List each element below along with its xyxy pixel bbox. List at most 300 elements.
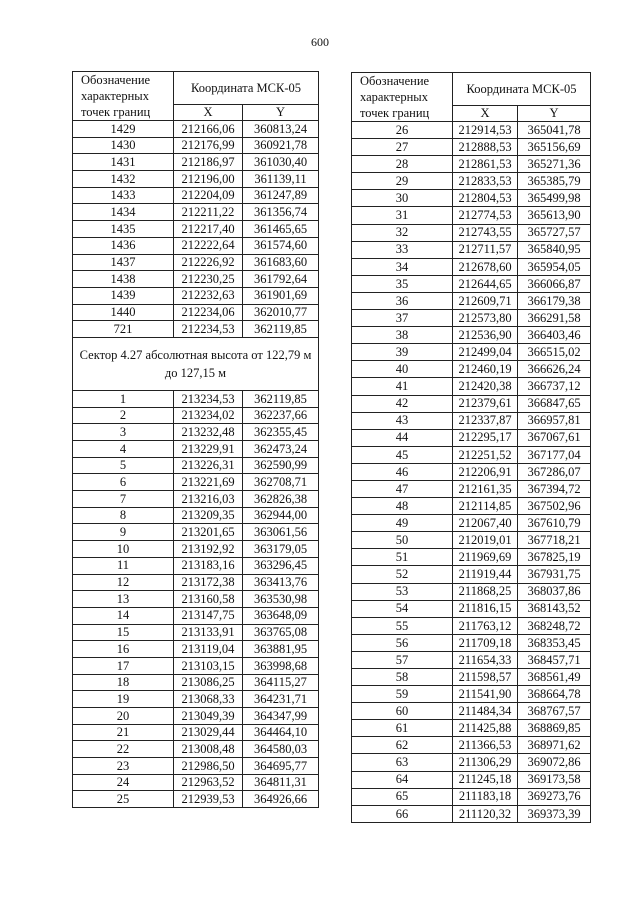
table-body-left-top <box>73 121 319 338</box>
table-row <box>352 292 591 309</box>
point-id-cell: 12 <box>73 574 174 591</box>
y-cell: 367931,75 <box>518 566 591 583</box>
x-cell: 212114,85 <box>453 498 518 515</box>
x-cell: 211245,18 <box>453 771 518 788</box>
point-id-cell: 62 <box>352 737 453 754</box>
table-row <box>73 390 319 407</box>
table-row <box>352 669 591 686</box>
point-id-cell: 4 <box>73 441 174 458</box>
y-cell: 365156,69 <box>518 139 591 156</box>
y-cell: 363881,95 <box>243 641 319 658</box>
y-cell: 367502,96 <box>518 498 591 515</box>
point-id-cell: 45 <box>352 446 453 463</box>
point-id-cell: 43 <box>352 412 453 429</box>
table-row <box>352 788 591 805</box>
y-cell: 366737,12 <box>518 378 591 395</box>
header-x: X <box>453 106 518 122</box>
y-cell: 367825,19 <box>518 549 591 566</box>
y-cell: 362826,38 <box>243 491 319 508</box>
y-cell: 362473,24 <box>243 441 319 458</box>
point-id-cell: 3 <box>73 424 174 441</box>
y-cell: 366291,58 <box>518 310 591 327</box>
table-row <box>352 344 591 361</box>
point-id-cell: 53 <box>352 583 453 600</box>
table-row <box>73 691 319 708</box>
y-cell: 360921,78 <box>243 137 319 154</box>
y-cell: 366403,46 <box>518 327 591 344</box>
point-id-cell: 20 <box>73 708 174 725</box>
x-cell: 212743,55 <box>453 224 518 241</box>
point-id-cell: 11 <box>73 557 174 574</box>
table-row <box>73 237 319 254</box>
point-id-cell: 19 <box>73 691 174 708</box>
x-cell: 212573,80 <box>453 310 518 327</box>
point-id-cell: 1439 <box>73 287 174 304</box>
point-id-cell: 34 <box>352 258 453 275</box>
point-id-cell: 37 <box>352 310 453 327</box>
y-cell: 362119,85 <box>243 390 319 407</box>
x-cell: 213008,48 <box>174 741 243 758</box>
table-row <box>352 720 591 737</box>
x-cell: 212420,38 <box>453 378 518 395</box>
table-row <box>352 207 591 224</box>
x-cell: 211868,25 <box>453 583 518 600</box>
x-cell: 212251,52 <box>453 446 518 463</box>
point-id-cell: 58 <box>352 669 453 686</box>
y-cell: 361465,65 <box>243 221 319 238</box>
table-row <box>73 321 319 338</box>
table-row <box>352 463 591 480</box>
table-row <box>352 310 591 327</box>
y-cell: 361030,40 <box>243 154 319 171</box>
point-id-cell: 44 <box>352 429 453 446</box>
table-row <box>352 515 591 532</box>
table-row <box>73 524 319 541</box>
table-row <box>73 541 319 558</box>
x-cell: 212804,53 <box>453 190 518 207</box>
table-row <box>73 657 319 674</box>
x-cell: 212226,92 <box>174 254 243 271</box>
point-id-cell: 13 <box>73 591 174 608</box>
point-id-cell: 21 <box>73 724 174 741</box>
point-id-cell: 10 <box>73 541 174 558</box>
table-row <box>73 271 319 288</box>
y-cell: 363998,68 <box>243 657 319 674</box>
point-id-cell: 33 <box>352 241 453 258</box>
y-cell: 364580,03 <box>243 741 319 758</box>
table-row <box>73 221 319 238</box>
table-row <box>73 424 319 441</box>
x-cell: 212234,53 <box>174 321 243 338</box>
x-cell: 213216,03 <box>174 491 243 508</box>
y-cell: 368767,57 <box>518 703 591 720</box>
point-id-cell: 29 <box>352 173 453 190</box>
x-cell: 211598,57 <box>453 669 518 686</box>
y-cell: 368869,85 <box>518 720 591 737</box>
point-id-cell: 30 <box>352 190 453 207</box>
point-id-cell: 50 <box>352 532 453 549</box>
y-cell: 361247,89 <box>243 187 319 204</box>
y-cell: 361901,69 <box>243 287 319 304</box>
table-row <box>352 258 591 275</box>
table-row <box>73 441 319 458</box>
x-cell: 212678,60 <box>453 258 518 275</box>
x-cell: 213229,91 <box>174 441 243 458</box>
point-id-cell: 32 <box>352 224 453 241</box>
y-cell: 363179,05 <box>243 541 319 558</box>
y-cell: 361683,60 <box>243 254 319 271</box>
point-id-cell: 36 <box>352 292 453 309</box>
point-id-cell: 52 <box>352 566 453 583</box>
x-cell: 212644,65 <box>453 275 518 292</box>
x-cell: 213221,69 <box>174 474 243 491</box>
table-row <box>73 204 319 221</box>
y-cell: 361139,11 <box>243 171 319 188</box>
y-cell: 368248,72 <box>518 617 591 634</box>
y-cell: 368561,49 <box>518 669 591 686</box>
table-row <box>73 741 319 758</box>
y-cell: 364926,66 <box>243 791 319 808</box>
point-id-cell: 6 <box>73 474 174 491</box>
point-id-cell: 64 <box>352 771 453 788</box>
x-cell: 212295,17 <box>453 429 518 446</box>
table-row <box>352 241 591 258</box>
header-x: X <box>174 105 243 121</box>
x-cell: 212217,40 <box>174 221 243 238</box>
x-cell: 212176,99 <box>174 137 243 154</box>
table-row <box>352 771 591 788</box>
y-cell: 368143,52 <box>518 600 591 617</box>
point-id-cell: 60 <box>352 703 453 720</box>
point-id-cell: 40 <box>352 361 453 378</box>
y-cell: 367394,72 <box>518 480 591 497</box>
point-id-cell: 63 <box>352 754 453 771</box>
header-point-designation: Обозначение характерных точек границ <box>352 73 453 122</box>
x-cell: 211366,53 <box>453 737 518 754</box>
coordinates-table-right <box>351 72 591 823</box>
y-cell: 365385,79 <box>518 173 591 190</box>
table-row <box>73 187 319 204</box>
x-cell: 212337,87 <box>453 412 518 429</box>
x-cell: 211654,33 <box>453 651 518 668</box>
y-cell: 368353,45 <box>518 634 591 651</box>
x-cell: 211306,29 <box>453 754 518 771</box>
x-cell: 213133,91 <box>174 624 243 641</box>
x-cell: 212166,06 <box>174 121 243 138</box>
x-cell: 212161,35 <box>453 480 518 497</box>
x-cell: 212234,06 <box>174 304 243 321</box>
x-cell: 211120,32 <box>453 805 518 822</box>
page-number: 600 <box>311 35 329 49</box>
point-id-cell: 55 <box>352 617 453 634</box>
x-cell: 211541,90 <box>453 686 518 703</box>
point-id-cell: 59 <box>352 686 453 703</box>
y-cell: 369072,86 <box>518 754 591 771</box>
y-cell: 360813,24 <box>243 121 319 138</box>
header-coordinate: Координата МСК-05 <box>174 72 319 105</box>
x-cell: 212774,53 <box>453 207 518 224</box>
x-cell: 212914,53 <box>453 122 518 139</box>
y-cell: 365954,05 <box>518 258 591 275</box>
x-cell: 213234,53 <box>174 390 243 407</box>
x-cell: 213160,58 <box>174 591 243 608</box>
point-id-cell: 39 <box>352 344 453 361</box>
table-row <box>352 122 591 139</box>
point-id-cell: 8 <box>73 507 174 524</box>
x-cell: 212833,53 <box>453 173 518 190</box>
y-cell: 365613,90 <box>518 207 591 224</box>
table-row <box>352 361 591 378</box>
y-cell: 364464,10 <box>243 724 319 741</box>
point-id-cell: 22 <box>73 741 174 758</box>
table-row <box>73 407 319 424</box>
y-cell: 364231,71 <box>243 691 319 708</box>
point-id-cell: 47 <box>352 480 453 497</box>
y-cell: 363530,98 <box>243 591 319 608</box>
point-id-cell: 42 <box>352 395 453 412</box>
point-id-cell: 1429 <box>73 121 174 138</box>
table-row <box>352 224 591 241</box>
point-id-cell: 38 <box>352 327 453 344</box>
y-cell: 363765,08 <box>243 624 319 641</box>
table-row <box>352 429 591 446</box>
y-cell: 368037,86 <box>518 583 591 600</box>
table-row <box>73 137 319 154</box>
y-cell: 366066,87 <box>518 275 591 292</box>
y-cell: 364811,31 <box>243 774 319 791</box>
x-cell: 213119,04 <box>174 641 243 658</box>
x-cell: 211763,12 <box>453 617 518 634</box>
x-cell: 211709,18 <box>453 634 518 651</box>
table-row <box>352 583 591 600</box>
y-cell: 364347,99 <box>243 708 319 725</box>
point-id-cell: 15 <box>73 624 174 641</box>
x-cell: 213226,31 <box>174 457 243 474</box>
x-cell: 212711,57 <box>453 241 518 258</box>
point-id-cell: 24 <box>73 774 174 791</box>
x-cell: 211484,34 <box>453 703 518 720</box>
y-cell: 362119,85 <box>243 321 319 338</box>
point-id-cell: 1431 <box>73 154 174 171</box>
point-id-cell: 51 <box>352 549 453 566</box>
y-cell: 367286,07 <box>518 463 591 480</box>
x-cell: 213192,92 <box>174 541 243 558</box>
table-row <box>352 737 591 754</box>
point-id-cell: 1437 <box>73 254 174 271</box>
table-row <box>352 395 591 412</box>
table-row <box>73 624 319 641</box>
y-cell: 366957,81 <box>518 412 591 429</box>
table-row <box>352 651 591 668</box>
point-id-cell: 28 <box>352 156 453 173</box>
coordinates-table-left <box>72 71 319 808</box>
point-id-cell: 1436 <box>73 237 174 254</box>
point-id-cell: 17 <box>73 657 174 674</box>
table-row <box>352 327 591 344</box>
table-row <box>352 378 591 395</box>
x-cell: 213201,65 <box>174 524 243 541</box>
x-cell: 212536,90 <box>453 327 518 344</box>
point-id-cell: 65 <box>352 788 453 805</box>
point-id-cell: 1434 <box>73 204 174 221</box>
x-cell: 212609,71 <box>453 292 518 309</box>
x-cell: 213183,16 <box>174 557 243 574</box>
point-id-cell: 1433 <box>73 187 174 204</box>
y-cell: 367610,79 <box>518 515 591 532</box>
table-row <box>73 641 319 658</box>
table-body-right <box>352 122 591 823</box>
y-cell: 361356,74 <box>243 204 319 221</box>
point-id-cell: 35 <box>352 275 453 292</box>
point-id-cell: 1435 <box>73 221 174 238</box>
point-id-cell: 41 <box>352 378 453 395</box>
y-cell: 361792,64 <box>243 271 319 288</box>
point-id-cell: 23 <box>73 758 174 775</box>
table-row <box>352 532 591 549</box>
y-cell: 367177,04 <box>518 446 591 463</box>
table-row <box>352 412 591 429</box>
point-id-cell: 1 <box>73 390 174 407</box>
x-cell: 212206,91 <box>453 463 518 480</box>
table-row <box>352 275 591 292</box>
y-cell: 367718,21 <box>518 532 591 549</box>
y-cell: 365727,57 <box>518 224 591 241</box>
x-cell: 211183,18 <box>453 788 518 805</box>
y-cell: 363061,56 <box>243 524 319 541</box>
x-cell: 212222,64 <box>174 237 243 254</box>
x-cell: 212986,50 <box>174 758 243 775</box>
sector-heading: Сектор 4.27 абсолютная высота от 122,79 м до 127,15 м <box>73 337 319 390</box>
table-row <box>352 686 591 703</box>
table-row <box>73 607 319 624</box>
table-row <box>73 287 319 304</box>
table-row <box>352 498 591 515</box>
x-cell: 211969,69 <box>453 549 518 566</box>
point-id-cell: 56 <box>352 634 453 651</box>
x-cell: 212861,53 <box>453 156 518 173</box>
point-id-cell: 721 <box>73 321 174 338</box>
y-cell: 364695,77 <box>243 758 319 775</box>
y-cell: 369173,58 <box>518 771 591 788</box>
table-row <box>73 154 319 171</box>
table-row <box>352 446 591 463</box>
table-row <box>352 703 591 720</box>
table-row <box>73 171 319 188</box>
x-cell: 213232,48 <box>174 424 243 441</box>
point-id-cell: 14 <box>73 607 174 624</box>
x-cell: 213068,33 <box>174 691 243 708</box>
x-cell: 212019,01 <box>453 532 518 549</box>
y-cell: 362010,77 <box>243 304 319 321</box>
table-row <box>352 139 591 156</box>
point-id-cell: 25 <box>73 791 174 808</box>
table-row <box>73 304 319 321</box>
y-cell: 361574,60 <box>243 237 319 254</box>
y-cell: 368971,62 <box>518 737 591 754</box>
x-cell: 212204,09 <box>174 187 243 204</box>
y-cell: 366179,38 <box>518 292 591 309</box>
table-row <box>73 491 319 508</box>
x-cell: 211816,15 <box>453 600 518 617</box>
x-cell: 212067,40 <box>453 515 518 532</box>
y-cell: 367067,61 <box>518 429 591 446</box>
y-cell: 366626,24 <box>518 361 591 378</box>
y-cell: 366847,65 <box>518 395 591 412</box>
table-row <box>352 805 591 822</box>
y-cell: 363648,09 <box>243 607 319 624</box>
y-cell: 369273,76 <box>518 788 591 805</box>
table-row <box>352 190 591 207</box>
table-row <box>352 754 591 771</box>
y-cell: 362590,99 <box>243 457 319 474</box>
x-cell: 212232,63 <box>174 287 243 304</box>
point-id-cell: 5 <box>73 457 174 474</box>
point-id-cell: 66 <box>352 805 453 822</box>
table-row <box>352 634 591 651</box>
y-cell: 369373,39 <box>518 805 591 822</box>
x-cell: 213234,02 <box>174 407 243 424</box>
x-cell: 212196,00 <box>174 171 243 188</box>
x-cell: 212211,22 <box>174 204 243 221</box>
y-cell: 362355,45 <box>243 424 319 441</box>
table-row <box>352 156 591 173</box>
table-row <box>73 507 319 524</box>
header-coordinate: Координата МСК-05 <box>453 73 591 106</box>
y-cell: 365041,78 <box>518 122 591 139</box>
x-cell: 212186,97 <box>174 154 243 171</box>
point-id-cell: 48 <box>352 498 453 515</box>
x-cell: 213086,25 <box>174 674 243 691</box>
table-row <box>73 774 319 791</box>
point-id-cell: 1432 <box>73 171 174 188</box>
y-cell: 362708,71 <box>243 474 319 491</box>
x-cell: 211425,88 <box>453 720 518 737</box>
y-cell: 364115,27 <box>243 674 319 691</box>
point-id-cell: 1430 <box>73 137 174 154</box>
point-id-cell: 9 <box>73 524 174 541</box>
table-row <box>352 480 591 497</box>
point-id-cell: 1438 <box>73 271 174 288</box>
y-cell: 368664,78 <box>518 686 591 703</box>
y-cell: 365499,98 <box>518 190 591 207</box>
header-y: Y <box>243 105 319 121</box>
x-cell: 211919,44 <box>453 566 518 583</box>
point-id-cell: 54 <box>352 600 453 617</box>
table-row <box>73 574 319 591</box>
x-cell: 212230,25 <box>174 271 243 288</box>
x-cell: 213103,15 <box>174 657 243 674</box>
x-cell: 213049,39 <box>174 708 243 725</box>
table-row <box>73 724 319 741</box>
table-row <box>73 791 319 808</box>
table-row <box>73 457 319 474</box>
y-cell: 363296,45 <box>243 557 319 574</box>
y-cell: 365840,95 <box>518 241 591 258</box>
y-cell: 366515,02 <box>518 344 591 361</box>
y-cell: 365271,36 <box>518 156 591 173</box>
x-cell: 213147,75 <box>174 607 243 624</box>
point-id-cell: 27 <box>352 139 453 156</box>
header-point-designation: Обозначение характерных точек границ <box>73 72 174 121</box>
table-row <box>352 617 591 634</box>
point-id-cell: 16 <box>73 641 174 658</box>
x-cell: 213209,35 <box>174 507 243 524</box>
point-id-cell: 57 <box>352 651 453 668</box>
y-cell: 368457,71 <box>518 651 591 668</box>
table-row <box>352 600 591 617</box>
table-row <box>352 173 591 190</box>
point-id-cell: 7 <box>73 491 174 508</box>
